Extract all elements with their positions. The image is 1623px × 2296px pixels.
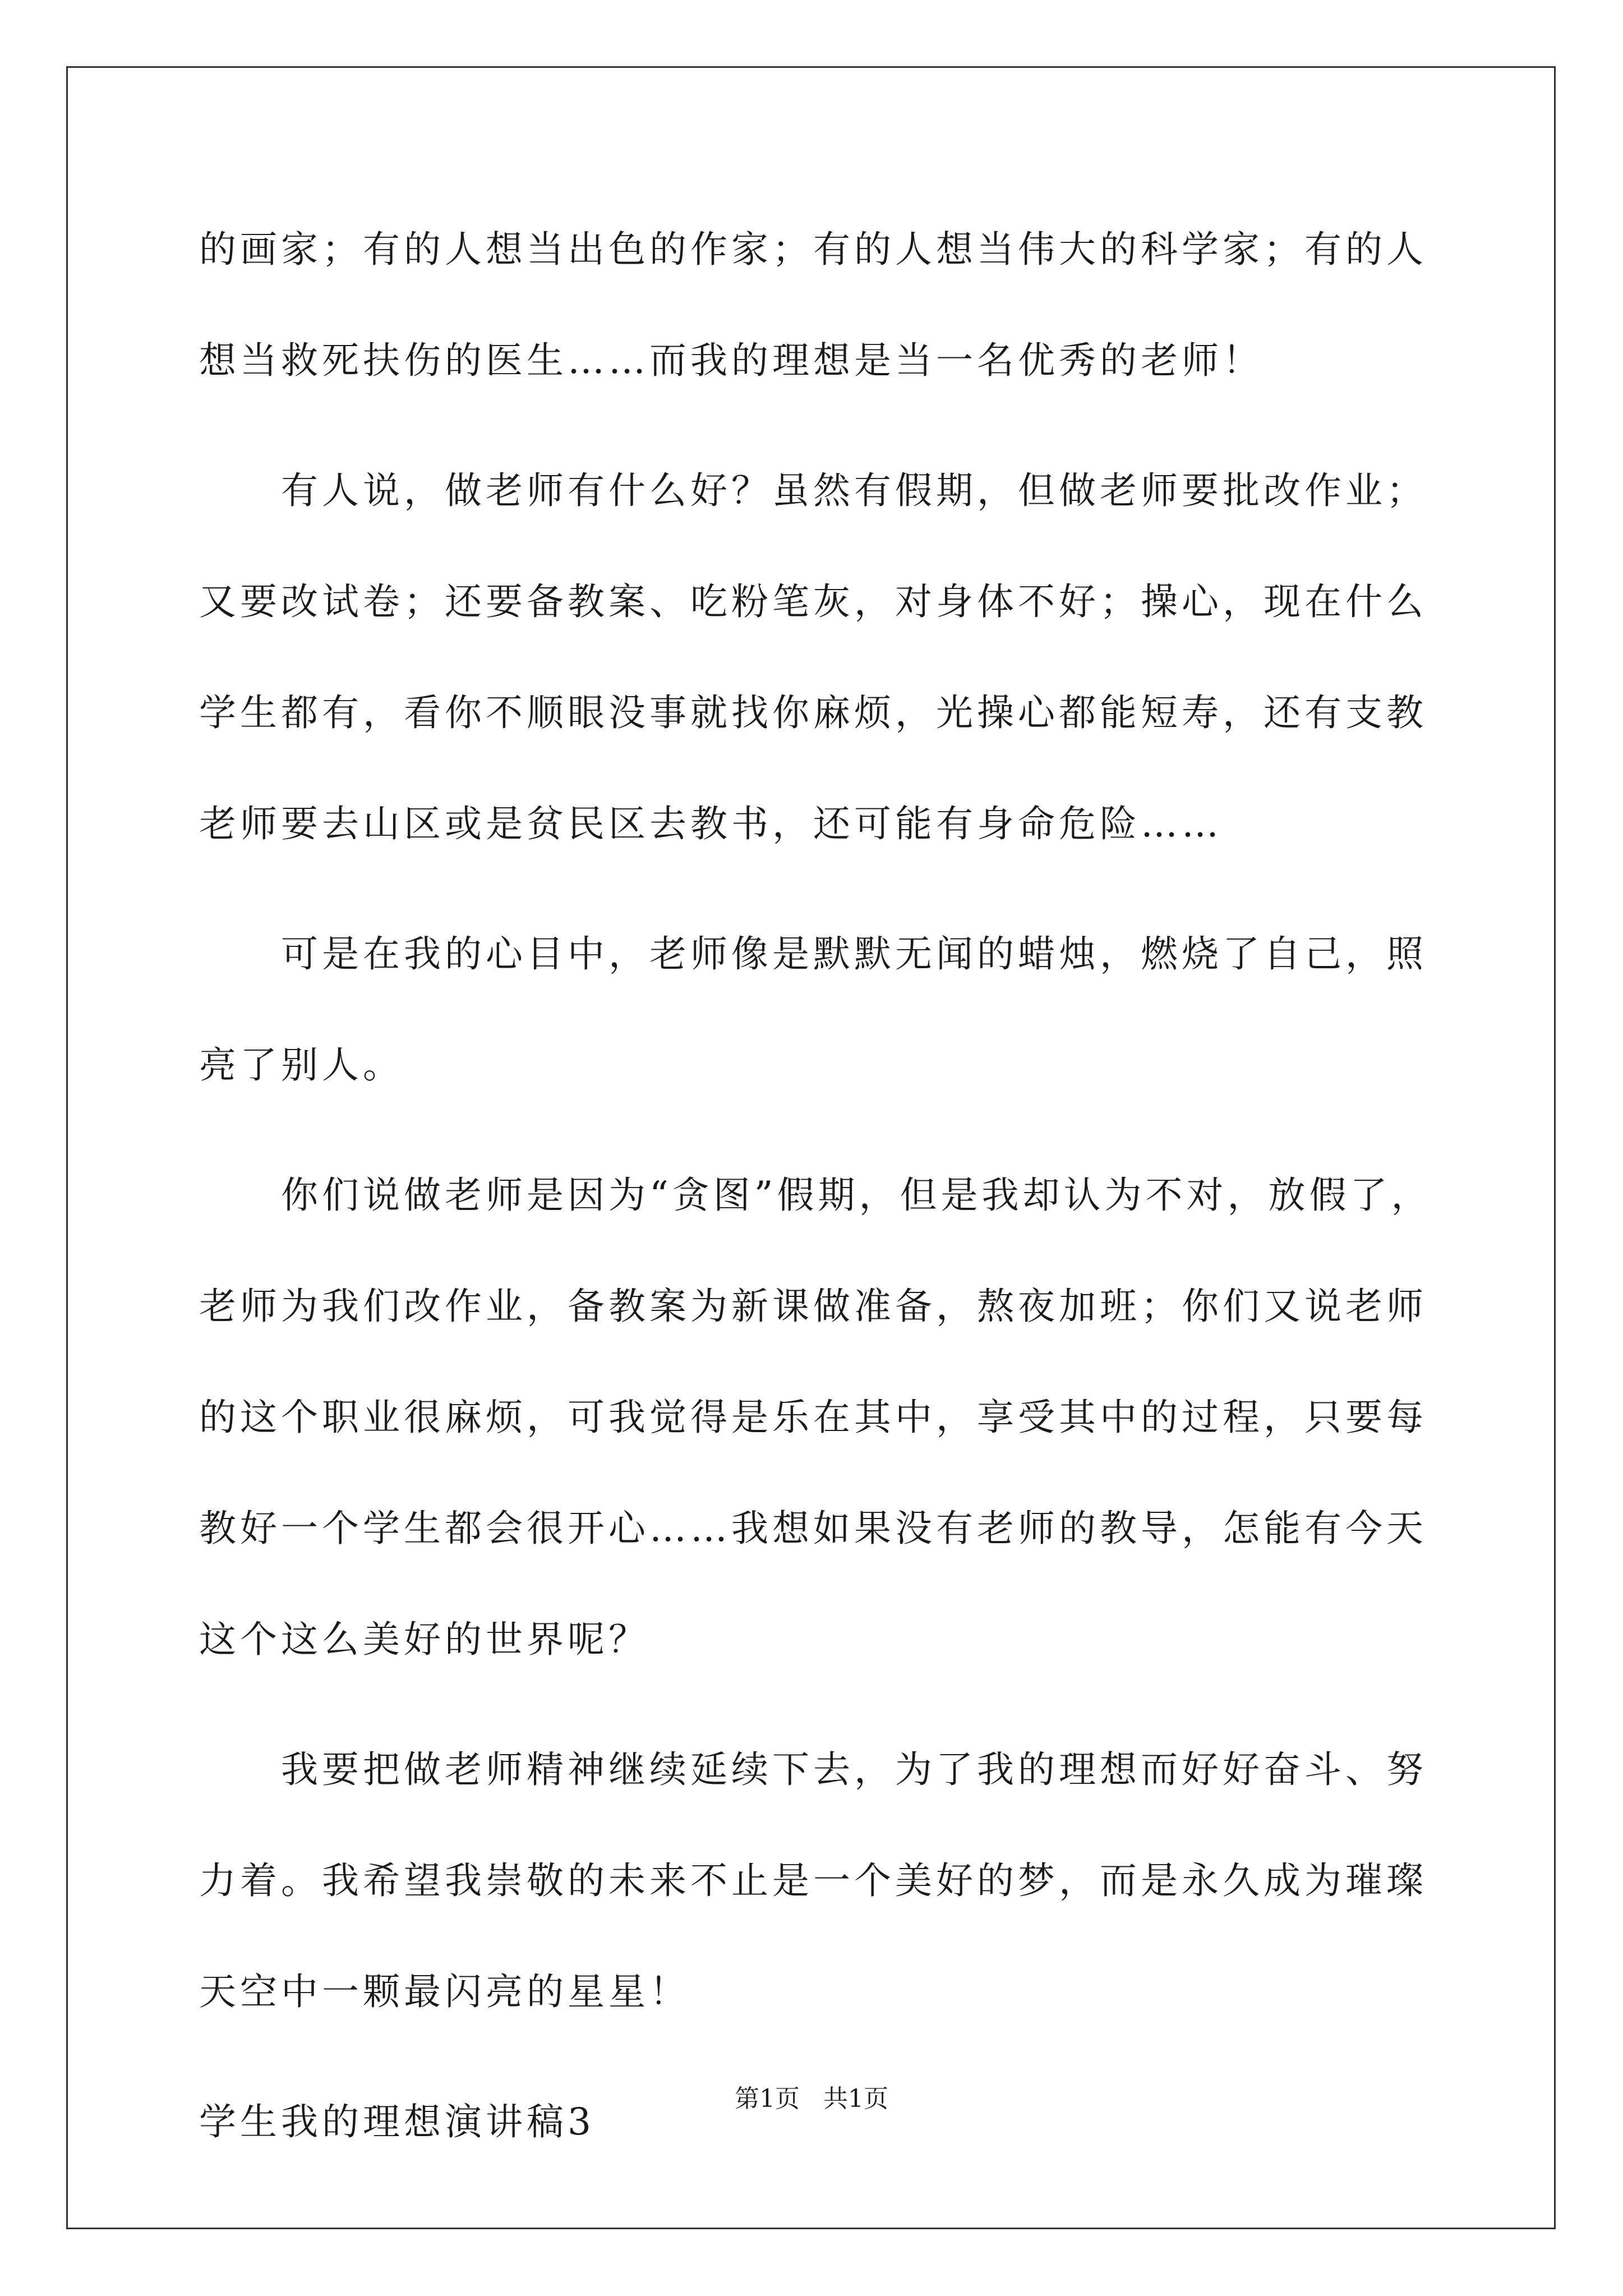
- text-line: 这个这么美好的世界呢？: [199, 1618, 649, 1661]
- text-line: 的画家；有的人想当出色的作家；有的人想当伟大的科学家；有的人: [199, 228, 1427, 271]
- text-line: 我要把做老师精神继续延续下去，为了我的理想而好好奋斗、努: [281, 1748, 1427, 1791]
- text-line: 学生都有，看你不顺眼没事就找你麻烦，光操心都能短寿，还有支教: [199, 691, 1427, 734]
- text-line: 想当救死扶伤的医生……而我的理想是当一名优秀的老师！: [199, 339, 1264, 382]
- text-line: 天空中一颗最闪亮的星星！: [199, 1970, 690, 2013]
- text-line: 又要改试卷；还要备教案、吃粉笔灰，对身体不好；操心，现在什么: [199, 580, 1427, 623]
- page-number-footer: 第1页 共1页: [735, 2085, 888, 2113]
- text-line: 可是在我的心目中，老师像是默默无闻的蜡烛，燃烧了自己，照: [281, 932, 1427, 976]
- text-line: 有人说，做老师有什么好？虽然有假期，但做老师要批改作业；: [281, 469, 1427, 512]
- paragraph: [199, 449, 1430, 912]
- section-heading: 学生我的理想演讲稿3: [199, 2100, 595, 2143]
- text-line: 亮了别人。: [199, 1043, 404, 1087]
- text-line: 老师为我们改作业，备教案为新课做准备，熬夜加班；你们又说老师: [199, 1285, 1427, 1328]
- text-line: 的这个职业很麻烦，可我觉得是乐在其中，享受其中的过程，只要每: [199, 1396, 1427, 1439]
- paragraph: [199, 912, 1430, 1153]
- paragraph: [199, 1153, 1430, 1728]
- text-line: 力着。我希望我崇敬的未来不止是一个美好的梦，而是永久成为璀璨: [199, 1859, 1427, 1902]
- text-line: 你们说做老师是因为“贪图”假期，但是我却认为不对，放假了，: [281, 1174, 1432, 1217]
- text-line: 老师要去山区或是贫民区去教书，还可能有身命危险……: [199, 802, 1223, 845]
- text-line: 教好一个学生都会很开心……我想如果没有老师的教导，怎能有今天: [199, 1507, 1427, 1550]
- paragraph: [199, 1728, 1430, 2080]
- document-body: [199, 208, 1430, 2164]
- paragraph: [199, 208, 1430, 449]
